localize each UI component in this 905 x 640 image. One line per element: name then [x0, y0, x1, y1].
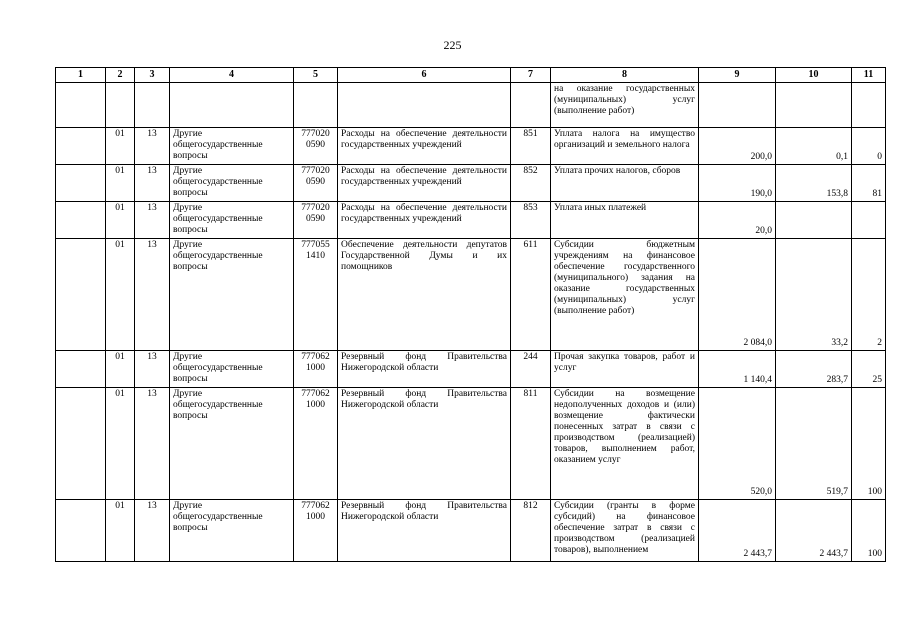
cell-plan: 520,0	[699, 388, 776, 500]
cell-expense-code	[511, 83, 551, 128]
cell-target-code: 777020 0590	[294, 128, 338, 165]
table-row	[56, 351, 886, 388]
cell-expense-code: 852	[511, 165, 551, 202]
col-header-9: 9	[699, 68, 776, 83]
cell-col1	[56, 388, 106, 500]
cell-target-code: 777062 1000	[294, 388, 338, 500]
cell-expense-code: 611	[511, 239, 551, 351]
cell-section-name: Другие общегосударственные вопросы	[170, 165, 294, 202]
cell-actual: 519,7	[776, 388, 852, 500]
cell-target-code: 777055 1410	[294, 239, 338, 351]
cell-expense-name: Уплата налога на имущество организаций и земельного налога	[551, 128, 699, 165]
cell-target-name: Резервный фонд Правительства Нижегородской области	[338, 351, 511, 388]
cell-plan: 200,0	[699, 128, 776, 165]
cell-actual: 2 443,7	[776, 500, 852, 562]
cell-plan: 190,0	[699, 165, 776, 202]
cell-section: 01	[106, 239, 135, 351]
cell-actual: 153,8	[776, 165, 852, 202]
cell-section-name	[170, 83, 294, 128]
col-header-2: 2	[106, 68, 135, 83]
cell-percent	[852, 83, 886, 128]
cell-plan: 2 443,7	[699, 500, 776, 562]
cell-target-code: 777020 0590	[294, 165, 338, 202]
cell-percent: 25	[852, 351, 886, 388]
cell-expense-name: Субсидии (гранты в форме субсидий) на финансовое обеспечение затрат в связи с производством (реализацией товаров), выполнением	[551, 500, 699, 562]
cell-subsection: 13	[135, 165, 170, 202]
cell-section-name: Другие общегосударственные вопросы	[170, 388, 294, 500]
cell-target-code	[294, 83, 338, 128]
cell-subsection: 13	[135, 128, 170, 165]
col-header-10: 10	[776, 68, 852, 83]
cell-subsection: 13	[135, 500, 170, 562]
cell-col1	[56, 351, 106, 388]
cell-expense-name: на оказание государственных (муниципальных) услуг (выполнение работ)	[551, 83, 699, 128]
cell-actual: 33,2	[776, 239, 852, 351]
cell-target-code: 777062 1000	[294, 351, 338, 388]
cell-expense-code: 812	[511, 500, 551, 562]
page-number: 225	[443, 38, 462, 52]
col-header-5: 5	[294, 68, 338, 83]
col-header-11: 11	[852, 68, 886, 83]
cell-target-code: 777020 0590	[294, 202, 338, 239]
cell-actual: 283,7	[776, 351, 852, 388]
cell-plan	[699, 83, 776, 128]
cell-expense-code: 244	[511, 351, 551, 388]
cell-section: 01	[106, 500, 135, 562]
cell-col1	[56, 500, 106, 562]
cell-target-name: Резервный фонд Правительства Нижегородской области	[338, 500, 511, 562]
table-row	[56, 239, 886, 351]
cell-section: 01	[106, 351, 135, 388]
cell-percent: 2	[852, 239, 886, 351]
cell-percent: 100	[852, 500, 886, 562]
cell-subsection: 13	[135, 388, 170, 500]
cell-col1	[56, 165, 106, 202]
col-header-3: 3	[135, 68, 170, 83]
col-header-7: 7	[511, 68, 551, 83]
table-row	[56, 165, 886, 202]
cell-target-name: Резервный фонд Правительства Нижегородской области	[338, 388, 511, 500]
cell-expense-name: Уплата иных платежей	[551, 202, 699, 239]
header-row	[56, 68, 886, 83]
cell-section: 01	[106, 128, 135, 165]
cell-percent: 100	[852, 388, 886, 500]
table-row	[56, 83, 886, 128]
cell-subsection: 13	[135, 202, 170, 239]
table-row	[56, 128, 886, 165]
cell-col1	[56, 83, 106, 128]
cell-col1	[56, 239, 106, 351]
cell-percent: 81	[852, 165, 886, 202]
cell-subsection	[135, 83, 170, 128]
cell-expense-code: 853	[511, 202, 551, 239]
cell-target-name: Расходы на обеспечение деятельности государственных учреждений	[338, 128, 511, 165]
cell-subsection: 13	[135, 351, 170, 388]
cell-section: 01	[106, 165, 135, 202]
cell-expense-code: 811	[511, 388, 551, 500]
cell-section	[106, 83, 135, 128]
cell-expense-name: Субсидии бюджетным учреждениям на финансовое обеспечение государственного (муниципального) задания на оказание государственных (муниципальных) услуг (выполнение работ)	[551, 239, 699, 351]
cell-section-name: Другие общегосударственные вопросы	[170, 128, 294, 165]
cell-target-name: Расходы на обеспечение деятельности государственных учреждений	[338, 202, 511, 239]
cell-actual	[776, 202, 852, 239]
cell-percent	[852, 202, 886, 239]
cell-section-name: Другие общегосударственные вопросы	[170, 500, 294, 562]
cell-actual: 0,1	[776, 128, 852, 165]
table-row	[56, 500, 886, 562]
cell-target-code: 777062 1000	[294, 500, 338, 562]
col-header-1: 1	[56, 68, 106, 83]
cell-col1	[56, 202, 106, 239]
cell-expense-code: 851	[511, 128, 551, 165]
cell-plan: 2 084,0	[699, 239, 776, 351]
cell-expense-name: Уплата прочих налогов, сборов	[551, 165, 699, 202]
cell-actual	[776, 83, 852, 128]
col-header-4: 4	[170, 68, 294, 83]
cell-target-name: Расходы на обеспечение деятельности государственных учреждений	[338, 165, 511, 202]
cell-expense-name: Субсидии на возмещение недополученных доходов и (или) возмещение фактически понесенных затрат в связи с производством (реализацией) товаров, выполнением работ, оказанием услуг	[551, 388, 699, 500]
cell-expense-name: Прочая закупка товаров, работ и услуг	[551, 351, 699, 388]
table-row	[56, 388, 886, 500]
cell-section-name: Другие общегосударственные вопросы	[170, 239, 294, 351]
cell-section-name: Другие общегосударственные вопросы	[170, 202, 294, 239]
cell-section: 01	[106, 202, 135, 239]
budget-table	[55, 67, 886, 562]
cell-plan: 20,0	[699, 202, 776, 239]
cell-section: 01	[106, 388, 135, 500]
cell-target-name	[338, 83, 511, 128]
col-header-6: 6	[338, 68, 511, 83]
cell-plan: 1 140,4	[699, 351, 776, 388]
cell-subsection: 13	[135, 239, 170, 351]
cell-target-name: Обеспечение деятельности депутатов Государственной Думы и их помощников	[338, 239, 511, 351]
cell-section-name: Другие общегосударственные вопросы	[170, 351, 294, 388]
col-header-8: 8	[551, 68, 699, 83]
cell-percent: 0	[852, 128, 886, 165]
table-row	[56, 202, 886, 239]
cell-col1	[56, 128, 106, 165]
